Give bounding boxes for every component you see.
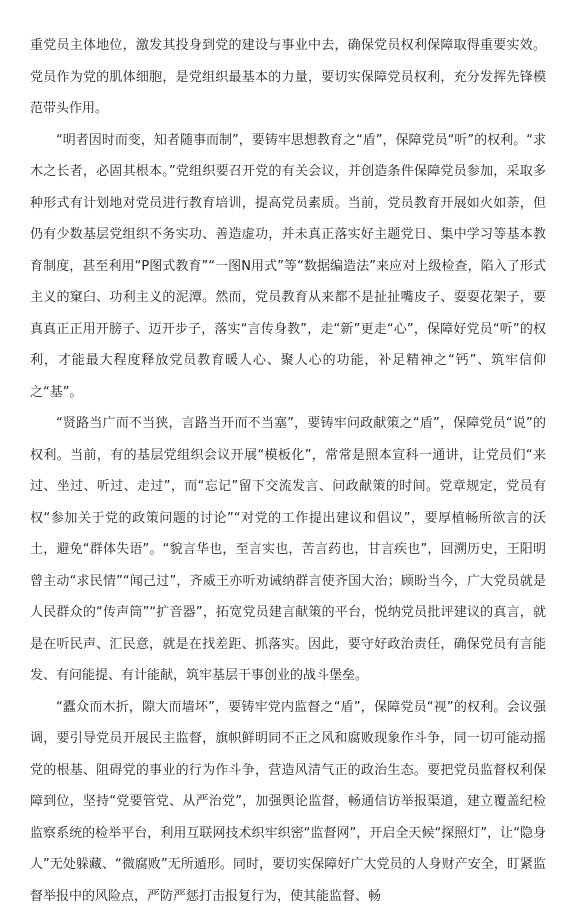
paragraph-education: “明者因时而变，知者随事而制”，要铸牢思想教育之“盾”，保障党员“听”的权利。“求木之长者，必固其根本。”党组织要召开党的有关会议，并创造条件保障党员参加，采取多种形式有计划地对党员进行教育培训，提高党员素质。当前，党员教育开展如火如荼，但仍有少数基层党组织不务实功、善造虚功，并未真正落实好主题党日、集中学习等基本教育制度，甚至利用“P图式教育”“一图N用式”等“数据编造法”来应对上级检查，陷入了形式主义的窠臼、功利主义的泥潭。然而，党员教育从来都不是扯扯嘴皮子、耍耍花架子，要真真正正用开膀子、迈开步子，落实“言传身教”，走“新”更走“心”，保障好党员“听”的权利，才能最大程度释放党员教育暖人心、聚人心的功能，补足精神之“钙”、筑牢信仰之“基”。 [30,125,546,409]
paragraph-intro: 重党员主体地位，激发其投身到党的建设与事业中去，确保党员权利保障取得重要实效。党员作为党的肌体细胞，是党组织最基本的力量，要切实保障党员权利，充分发挥先锋模范带头作用。 [30,30,546,125]
paragraph-speech: “贤路当广而不当狭，言路当开而不当塞”，要铸牢问政献策之“盾”，保障党员“说”的权利。当前，有的基层党组织会议开展“模板化”，常常是照本宣科一通讲，让党员们“来过、坐过、听过、走过”，而“忘记”留下交流发言、问政献策的时间。党章规定，党员有权“参加关于党的政策问题的讨论”“对党的工作提出建议和倡议”，要厚植畅所欲言的沃土，避免“群体失语”。“貌言华也，至言实也，苦言药也，甘言疾也”，回溯历史，王阳明曾主动“求民情”“闻己过”，齐威王亦听劝诫纳群言使齐国大治；顾盼当今，广大党员就是人民群众的“传声筒”“扩音器”，拓宽党员建言献策的平台，悦纳党员批评建议的真言，就是在听民声、汇民意，就是在找差距、抓落实。因此，要守好政治责任，确保党员有言能发、有问能提、有计能献，筑牢基层干事创业的战斗堡垒。 [30,408,546,692]
paragraph-supervision: “蠹众而木折，隙大而墙坏”，要铸牢党内监督之“盾”，保障党员“视”的权利。会议强调，要引导党员开展民主监督，旗帜鲜明同不正之风和腐败现象作斗争，同一切可能动摇党的根基、阻碍党的事业的行为作斗争，营造风清气正的政治生态。要把党员监督权利保障到位，坚持“党要管党、从严治党”，加强舆论监督，畅通信访举报渠道，建立覆盖纪检监察系统的检举平台，利用互联网技术织牢织密“监督网”，开启全天候“探照灯”，让“隐身人”无处躲藏、“微腐败”无所遁形。同时，要切实保障好广大党员的人身财产安全，盯紧监督举报中的风险点，严防严惩打击报复行为，使其能监督、畅 [30,692,546,912]
